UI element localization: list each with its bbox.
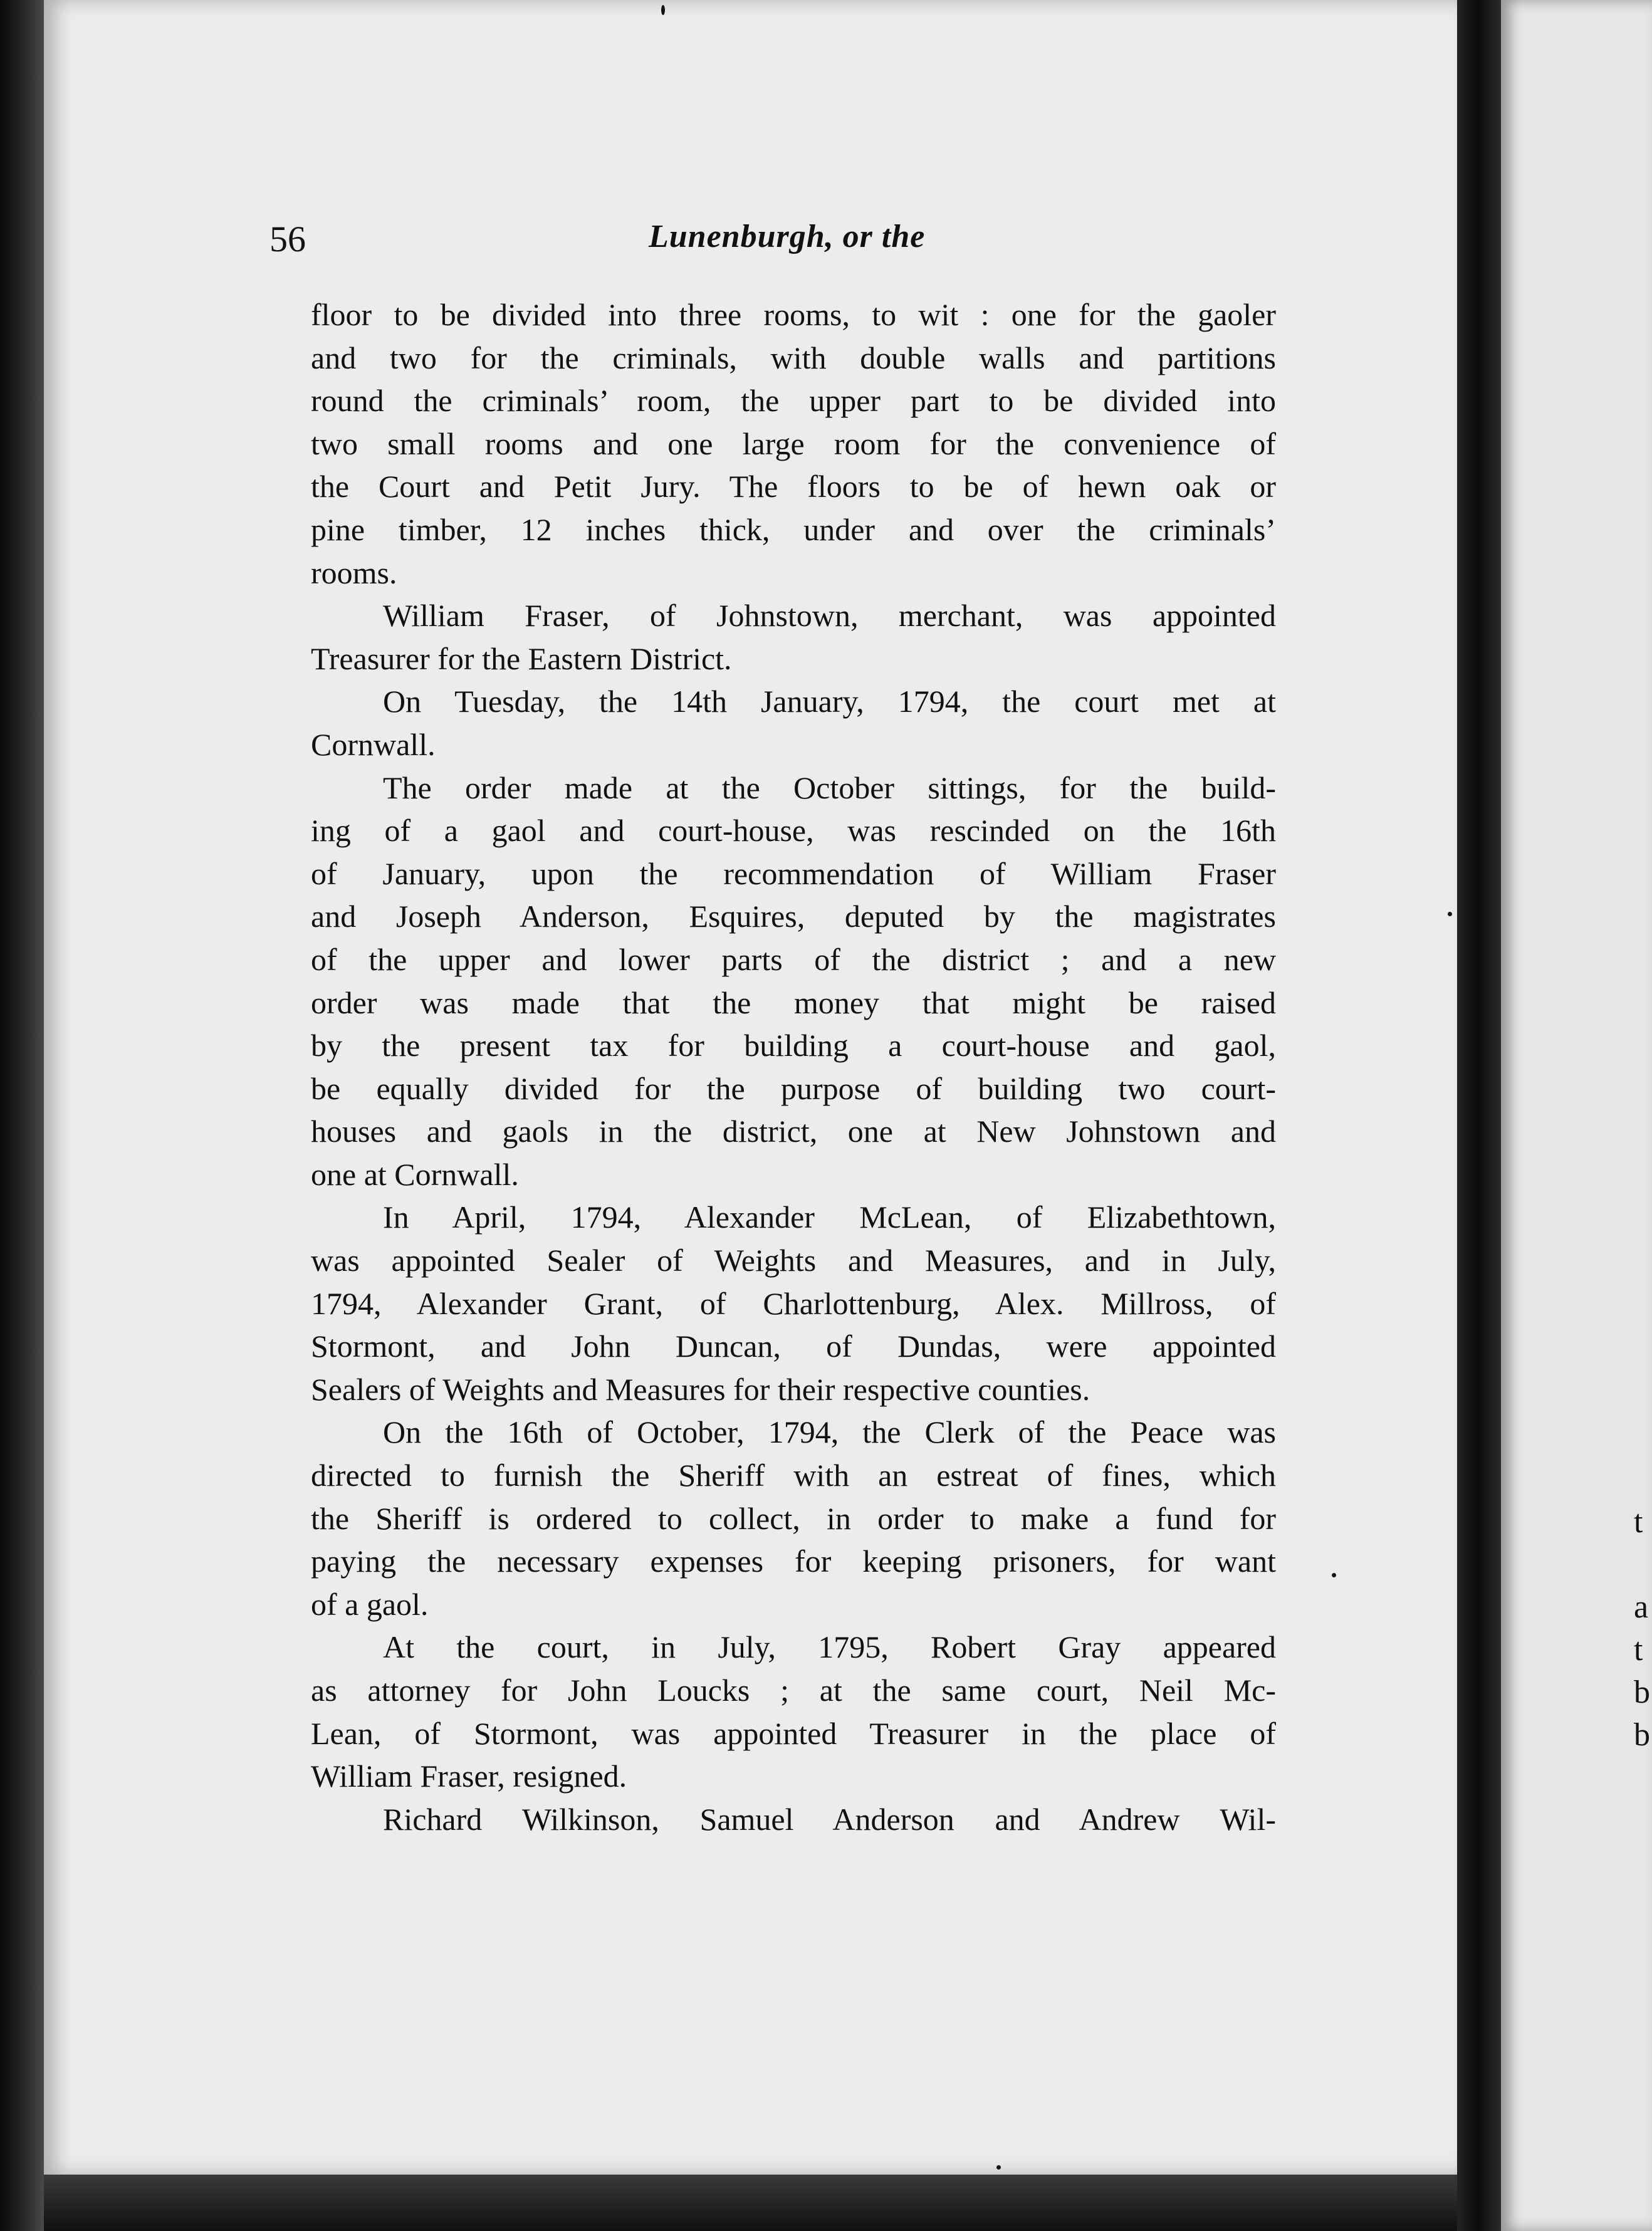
text-line: rooms. bbox=[311, 555, 397, 590]
text-line: of a gaol. bbox=[311, 1586, 429, 1622]
text-line: Stormont, and John Duncan, of Dundas, were appointed bbox=[311, 1329, 1276, 1364]
left-binding-edge bbox=[0, 0, 44, 2231]
text-line: On Tuesday, the 14th January, 1794, the court met at bbox=[383, 684, 1276, 719]
text-line: At the court, in July, 1795, Robert Gray appeared bbox=[383, 1629, 1276, 1665]
paragraph bbox=[311, 1411, 1276, 1626]
text-line: paying the necessary expenses for keeping prisoners, for want bbox=[311, 1544, 1276, 1579]
text-line: order was made that the money that might be raised bbox=[311, 985, 1276, 1020]
text-line: William Fraser, of Johnstown, merchant, was appointed bbox=[383, 598, 1276, 634]
page-gutter bbox=[1457, 0, 1501, 2231]
paragraph bbox=[311, 766, 1276, 1196]
facing-page-fragment bbox=[1634, 1501, 1650, 1757]
text-line: William Fraser, resigned. bbox=[311, 1758, 627, 1794]
facing-letter: a bbox=[1634, 1589, 1649, 1625]
paragraph bbox=[311, 293, 1276, 594]
facing-letter: t bbox=[1634, 1632, 1643, 1668]
text-line: of the upper and lower parts of the district ; and a new bbox=[311, 941, 1276, 977]
text-line: round the criminals’ room, the upper part to be divided into bbox=[311, 383, 1276, 419]
facing-letter: t bbox=[1634, 1504, 1643, 1540]
text-line: Sealers of Weights and Measures for their respective counties. bbox=[311, 1371, 1090, 1407]
text-line: be equally divided for the purpose of building two court- bbox=[311, 1070, 1276, 1106]
text-line: floor to be divided into three rooms, to wit : one for the gaoler bbox=[311, 297, 1276, 332]
paragraph bbox=[311, 1626, 1276, 1797]
facing-page bbox=[1501, 0, 1652, 2231]
text-line: pine timber, 12 inches thick, under and over the criminals’ bbox=[311, 511, 1276, 547]
page-number: 56 bbox=[269, 219, 306, 259]
text-line: Cornwall. bbox=[311, 726, 436, 762]
text-line: Lean, of Stormont, was appointed Treasurer in the place of bbox=[311, 1715, 1276, 1751]
paragraph bbox=[311, 1196, 1276, 1411]
facing-letter bbox=[1634, 1544, 1650, 1586]
text-line: of January, upon the recommendation of William Fraser bbox=[311, 855, 1276, 891]
body-text bbox=[311, 293, 1276, 1841]
paragraph bbox=[311, 594, 1276, 680]
text-line: The order made at the October sittings, for the build- bbox=[383, 770, 1276, 805]
text-line: the Court and Petit Jury. The floors to be of hewn oak or bbox=[311, 469, 1276, 504]
text-line: the Sheriff is ordered to collect, in order to make a fund for bbox=[311, 1500, 1276, 1536]
page-header bbox=[269, 218, 1285, 268]
text-line: On the 16th of October, 1794, the Clerk of the Peace was bbox=[383, 1414, 1276, 1450]
text-line: one at Cornwall. bbox=[311, 1156, 519, 1192]
text-line: ing of a gaol and court-house, was rescinded on the 16th bbox=[311, 813, 1276, 849]
text-line: houses and gaols in the district, one at New Johnstown and bbox=[311, 1114, 1276, 1149]
text-line: In April, 1794, Alexander McLean, of Elizabethtown, bbox=[383, 1199, 1276, 1235]
text-line: and Joseph Anderson, Esquires, deputed by the magistrates bbox=[311, 899, 1276, 934]
text-line: Richard Wilkinson, Samuel Anderson and Andrew Wil- bbox=[383, 1801, 1276, 1837]
text-line: directed to furnish the Sheriff with an estreat of fines, which bbox=[311, 1458, 1276, 1493]
paragraph bbox=[311, 680, 1276, 766]
text-line: was appointed Sealer of Weights and Measures, and in July, bbox=[311, 1243, 1276, 1278]
text-line: by the present tax for building a court-house and gaol, bbox=[311, 1028, 1276, 1063]
text-line: Treasurer for the Eastern District. bbox=[311, 640, 732, 676]
text-line: 1794, Alexander Grant, of Charlottenburg, Alex. Millross, of bbox=[311, 1285, 1276, 1321]
text-line: two small rooms and one large room for the convenience of bbox=[311, 426, 1276, 461]
facing-letter: b bbox=[1634, 1717, 1650, 1753]
running-head: Lunenburgh, or the bbox=[649, 219, 926, 254]
paragraph bbox=[311, 1798, 1276, 1841]
text-line: as attorney for John Loucks ; at the same court, Neil Mc- bbox=[311, 1673, 1276, 1708]
text-line: and two for the criminals, with double walls and partitions bbox=[311, 340, 1276, 375]
facing-letter: b bbox=[1634, 1675, 1650, 1710]
bottom-page-edge bbox=[44, 2175, 1457, 2231]
